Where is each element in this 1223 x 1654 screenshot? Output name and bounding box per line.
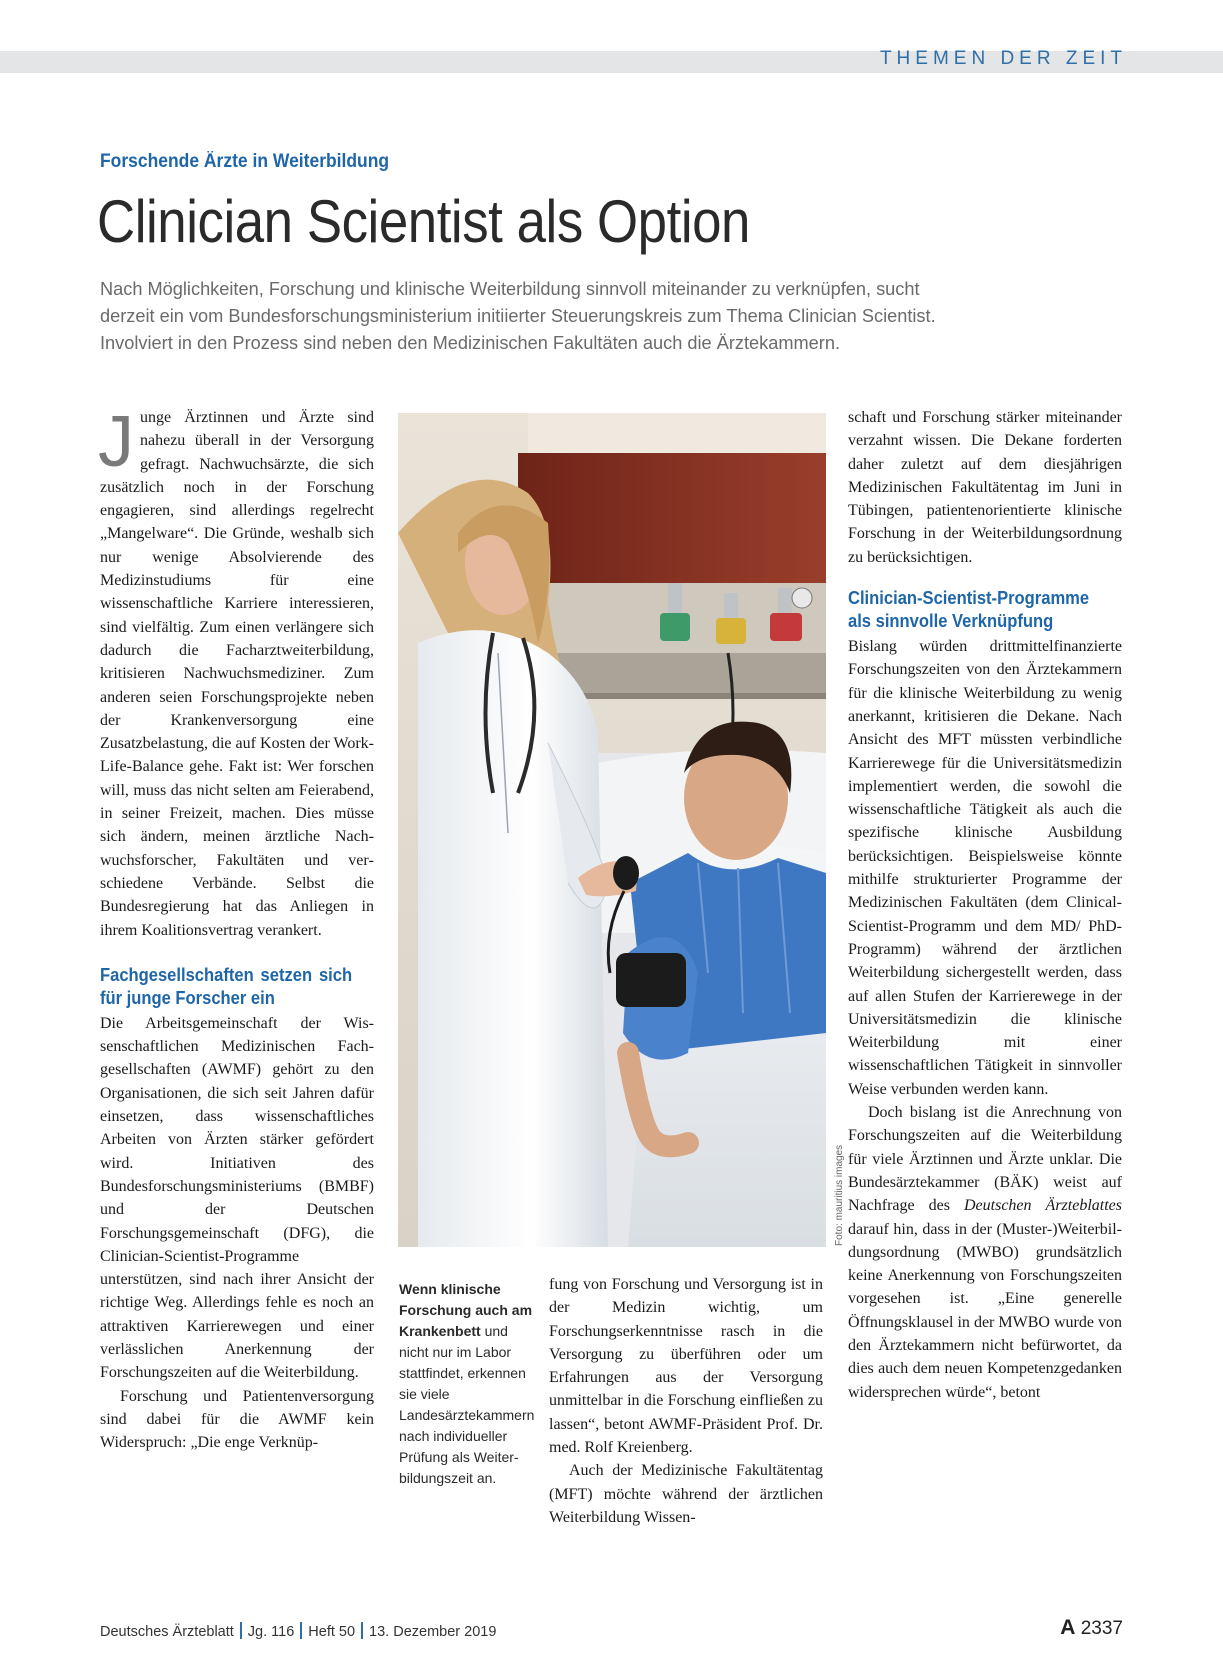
article-kicker: Forschende Ärzte in Weiterbildung bbox=[100, 151, 390, 172]
photo-credit: Foto: mauritius images bbox=[834, 1144, 845, 1246]
body-paragraph bbox=[848, 1101, 1122, 1404]
paragraph-text: Doch bislang ist die Anrechnung von Forschungszeiten auf die Weiterbildung für viele Ärztinnen und Ärzte unklar. Die Bundesärztekammer (BÄK) weist auf Nachfrage des bbox=[848, 1104, 1122, 1215]
body-paragraph: Auch der Medizinische Fakultätentag (MFT) möchte während der ärztlichen Weiterbildung Wissen- bbox=[549, 1462, 823, 1526]
article-column-3 bbox=[848, 406, 1122, 1404]
page-number bbox=[1060, 1616, 1123, 1640]
lead-line: derzeit ein vom Bundesforschungsministerium initiierter Steuerungskreis zum Thema Clinician Scientist. bbox=[100, 306, 936, 326]
paragraph-text: unge Ärztinnen und Ärzte sind nahezu überall in der Versorgung gefragt. Nachwuchsärzte, die sich zusätzlich noch in der Forschung engagieren, sind allerdings regelrecht „Mangelware“. Die Gründe, weshalb sich nur wenige Absolvierende des Medizinstudiums für eine wissenschaftliche Karriere interessieren, sind vielfältig. Zum einen verlängere sich dadurch die Facharztweiterbildung, kritisieren Nachwuchsmediziner. Zum anderen seien Forschungsprojekte neben der Krankenversorgung eine Zusatzbelastung, die auf Kosten der Work-Life-Balance gehe. Fakt ist: Wer forschen will, muss das nicht selten am Feierabend, in seiner Freizeit, machen. Dies müsse sich ändern, meinen ärztliche Nachwuchsforscher, Fakultäten und verschiedene Verbände. Selbst die Bundesregierung hat das Anliegen in ihrem Koalitionsvertrag verankert. bbox=[100, 409, 374, 939]
footer-separator bbox=[300, 1622, 302, 1639]
page-number-value: 2337 bbox=[1080, 1618, 1123, 1639]
publication-name: Deutsches Ärzteblatt bbox=[100, 1624, 234, 1640]
article-title: Clinician Scientist als Option bbox=[97, 188, 750, 255]
body-paragraph: Die Arbeitsgemeinschaft der Wissenschaftlichen Medizinischen Fachgesellschaften (AWMF) gehört zu den Organisationen, die sich seit Jahren dafür einsetzen, dass wissenschaftliches Arbeiten von Ärzten stärker gefördert wird. Initiativen des Bundesforschungsministeriums (BMBF) und der Deutschen Forschungsgemeinschaft (DFG), die Clinician-Scientist-Programme unterstützen, sind nach ihrer Ansicht der richtige Weg. Allerdings fehle es noch an attraktiven Karrierewegen und einer verlässlichen Anerkennung der Forschungszeiten auf die Weiterbildung. bbox=[100, 1014, 374, 1382]
doctor-patient-image bbox=[398, 413, 826, 1247]
drop-cap: J bbox=[98, 402, 134, 482]
photo-caption bbox=[399, 1279, 539, 1489]
publication-name: Deutschen Ärzteblattes bbox=[964, 1197, 1122, 1215]
subheading: Clinician-Scientist-Programme als sinnvolle Verknüpfung bbox=[848, 588, 1090, 632]
body-paragraph: Forschung und Patientenversorgung sind dabei für die AWMF kein Widerspruch: „Die enge Verknüp- bbox=[100, 1387, 374, 1452]
body-paragraph: schaft und Forschung stärker miteinander verzahnt wissen. Die Dekane forderten daher zuletzt auf dem diesjährigen Medizinischen Fakultätentag im Juni in Tübingen, patientenorientierte klinische Forschung in der Weiterbildungsordnung zu berücksichtigen. bbox=[848, 409, 1122, 566]
caption-text: und nicht nur im Labor stattfindet, erkennen sie viele Landesärztekammern nach individueller Prüfung als Weiterbildungszeit an. bbox=[399, 1323, 535, 1486]
footer-separator bbox=[361, 1622, 363, 1639]
issue-date: 13. Dezember 2019 bbox=[369, 1624, 497, 1640]
page-prefix: A bbox=[1060, 1616, 1076, 1639]
paragraph-text: darauf hin, dass in der (Muster-)Weiterbildungsordnung (MWBO) grundsätzlich keine Anerkennung von Forschungszeiten vorgesehen ist. „Eine generelle Öffnungsklausel in der MWBO wurde von den Ärztekammern nicht befürwortet, da dies auch dem neuen Kompetenzgedanken widersprechen würde“, betont bbox=[848, 1220, 1122, 1401]
article-lead bbox=[100, 276, 1060, 357]
caption-lead: Wenn klinische Forschung auch am Krankenbett bbox=[399, 1281, 533, 1339]
page-footer bbox=[100, 1622, 496, 1640]
article-photo bbox=[398, 413, 826, 1247]
article-column-2 bbox=[549, 1273, 823, 1529]
lead-line: Involviert in den Prozess sind neben den Medizinischen Fakultäten auch die Ärztekammern. bbox=[100, 333, 841, 353]
section-label: THEMEN DER ZEIT bbox=[879, 48, 1127, 69]
body-paragraph: Bislang würden drittmittelfinanzierte Forschungszeiten von den Ärztekammern für die klinische Weiterbildung zu wenig anerkannt, kritisieren die Dekane. Nach Ansicht des MFT müssten verbindliche Karrierewege für die Universitätsmedizin implementiert werden, die sowohl die wissenschaftliche Tätigkeit als auch die spezifische klinische Ausbildung berücksichtigen. Beispielsweise könnte mithilfe strukturierter Programme der Medizinischen Fakultäten (dem Clinical-Scientist-Programm und dem MD/ PhD-Programm) während der ärztlichen Weiterbildung sichergestellt werden, dass auf allen Stufen der Karrierewege in der Universitätsmedizin die klinische Weiterbildung mit einer wissenschaftlichen Tätigkeit in sinnvoller Weise verbunden werden kann. bbox=[848, 638, 1122, 1098]
body-paragraph: fung von Forschung und Versorgung ist in der Medizin wichtig, um Forschungserkenntnisse rasch in die Versorgung zu überführen oder um Erfahrungen aus der Versorgung unmittelbar in die Forschung einfließen zu lassen“, betont AWMF-Präsident Prof. Dr. med. Rolf Kreienberg. bbox=[549, 1276, 823, 1457]
article-column-1 bbox=[98, 402, 374, 1454]
body-paragraph bbox=[98, 402, 374, 942]
footer-separator bbox=[240, 1622, 242, 1639]
issue: Heft 50 bbox=[308, 1624, 356, 1640]
lead-line: Nach Möglichkeiten, Forschung und klinische Weiterbildung sinnvoll miteinander zu verknüpfen, sucht bbox=[100, 279, 920, 299]
volume: Jg. 116 bbox=[247, 1624, 295, 1640]
subheading: Fachgesellschaften setzen sich für junge Forscher ein bbox=[100, 964, 353, 1008]
